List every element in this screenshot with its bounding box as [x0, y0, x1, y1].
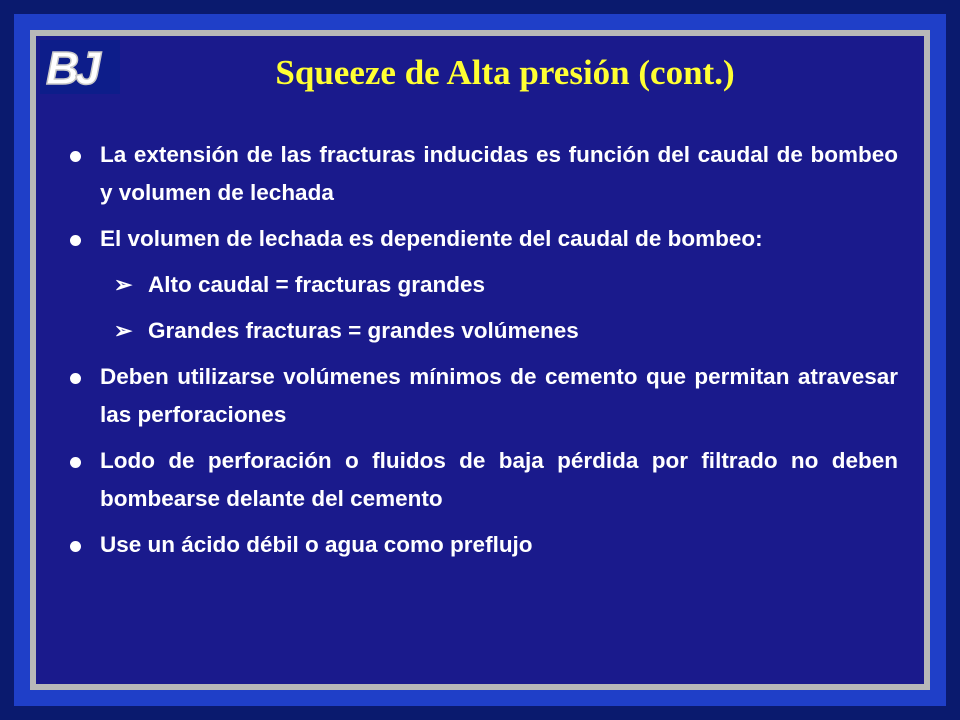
- bullet-dot-icon: [70, 457, 81, 468]
- svg-text:BJ: BJ: [46, 42, 97, 94]
- bullet-item: [68, 358, 898, 434]
- sub-bullet-item: [68, 312, 898, 350]
- arrow-bullet-icon: ➢: [114, 318, 133, 343]
- bj-logo-icon: [40, 40, 120, 94]
- bullet-dot-icon: [70, 541, 81, 552]
- bullet-dot-icon: [70, 373, 81, 384]
- sub-bullet-text: Grandes fracturas = grandes volúmenes: [148, 318, 579, 343]
- bullet-item: [68, 442, 898, 518]
- bullet-text: El volumen de lechada es dependiente del caudal de bombeo:: [100, 226, 763, 251]
- bullet-item: [68, 220, 898, 258]
- arrow-bullet-icon: ➢: [114, 272, 133, 297]
- sub-bullet-text: Alto caudal = fracturas grandes: [148, 272, 485, 297]
- bullet-text: La extensión de las fracturas inducidas es función del caudal de bombeo y volumen de lechada: [100, 142, 898, 205]
- bullet-text: Lodo de perforación o fluidos de baja pérdida por filtrado no deben bombearse delante del cemento: [100, 448, 898, 511]
- bullet-list: [68, 136, 898, 572]
- bullet-item: [68, 526, 898, 564]
- bullet-dot-icon: [70, 235, 81, 246]
- bj-logo: [40, 40, 120, 94]
- bullet-text: Deben utilizarse volúmenes mínimos de cemento que permitan atravesar las perforaciones: [100, 364, 898, 427]
- bullet-dot-icon: [70, 151, 81, 162]
- slide-title: Squeeze de Alta presión (cont.): [275, 53, 735, 92]
- bullet-item: [68, 136, 898, 212]
- bullet-text: Use un ácido débil o agua como preflujo: [100, 532, 533, 557]
- sub-bullet-item: [68, 266, 898, 304]
